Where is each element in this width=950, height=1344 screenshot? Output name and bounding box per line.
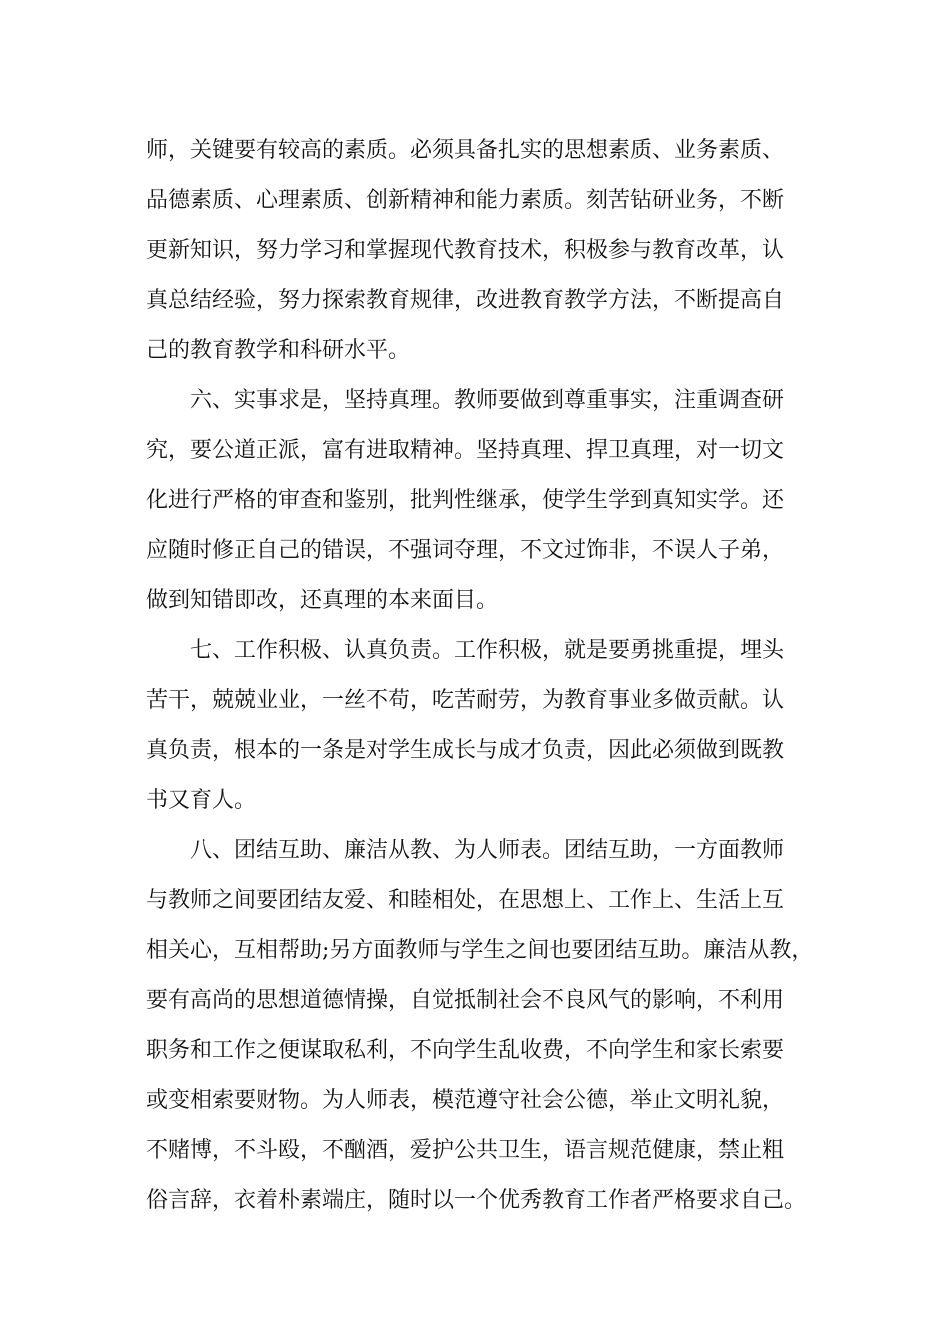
paragraph-line: 或变相索要财物。为人师表，模范遵守社会公德，举止文明礼貌， bbox=[146, 1088, 785, 1113]
paragraph-line: 品德素质、心理素质、创新精神和能力素质。刻苦钻研业务，不断 bbox=[146, 188, 785, 213]
paragraph-line: 真负责，根本的一条是对学生成长与成才负责，因此必须做到既教 bbox=[146, 738, 785, 763]
paragraph-line: 做到知错即改，还真理的本来面目。 bbox=[146, 588, 499, 613]
paragraph-line: 要有高尚的思想道德情操，自觉抵制社会不良风气的影响，不利用 bbox=[146, 988, 785, 1013]
paragraph-line: 不赌博，不斗殴，不酗酒，爱护公共卫生，语言规范健康，禁止粗 bbox=[146, 1138, 785, 1163]
paragraph-line: 职务和工作之便谋取私利，不向学生乱收费，不向学生和家长索要 bbox=[146, 1038, 785, 1063]
paragraph-line: 真总结经验，努力探索教育规律，改进教育教学方法，不断提高自 bbox=[146, 288, 785, 313]
paragraph-line: 书又育人。 bbox=[146, 788, 257, 813]
paragraph-line: 究，要公道正派，富有进取精神。坚持真理、捍卫真理，对一切文 bbox=[146, 438, 785, 463]
paragraph-line: 相关心，互相帮助;另方面教师与学生之间也要团结互助。廉洁从教， bbox=[146, 938, 814, 963]
section-seven-heading-line: 七、工作积极、认真负责。工作积极，就是要勇挑重提，埋头 bbox=[190, 638, 785, 663]
section-eight-heading-line: 八、团结互助、廉洁从教、为人师表。团结互助，一方面教师 bbox=[190, 838, 785, 863]
paragraph-line: 俗言辞，衣着朴素端庄，随时以一个优秀教育工作者严格要求自己。 bbox=[146, 1188, 807, 1213]
paragraph-line: 苦干，兢兢业业，一丝不苟，吃苦耐劳，为教育事业多做贡献。认 bbox=[146, 688, 785, 713]
paragraph-line: 化进行严格的审查和鉴别，批判性继承，使学生学到真知实学。还 bbox=[146, 488, 785, 513]
paragraph-line: 应随时修正自己的错误，不强词夺理，不文过饰非，不误人子弟， bbox=[146, 538, 785, 563]
paragraph-line: 己的教育教学和科研水平。 bbox=[146, 338, 411, 363]
paragraph-line: 更新知识，努力学习和掌握现代教育技术，积极参与教育改革，认 bbox=[146, 238, 785, 263]
paragraph-line: 师，关键要有较高的素质。必须具备扎实的思想素质、业务素质、 bbox=[146, 138, 785, 163]
paragraph-line: 与教师之间要团结友爱、和睦相处，在思想上、工作上、生活上互 bbox=[146, 888, 785, 913]
section-six-heading-line: 六、实事求是，坚持真理。教师要做到尊重事实，注重调查研 bbox=[190, 388, 785, 413]
